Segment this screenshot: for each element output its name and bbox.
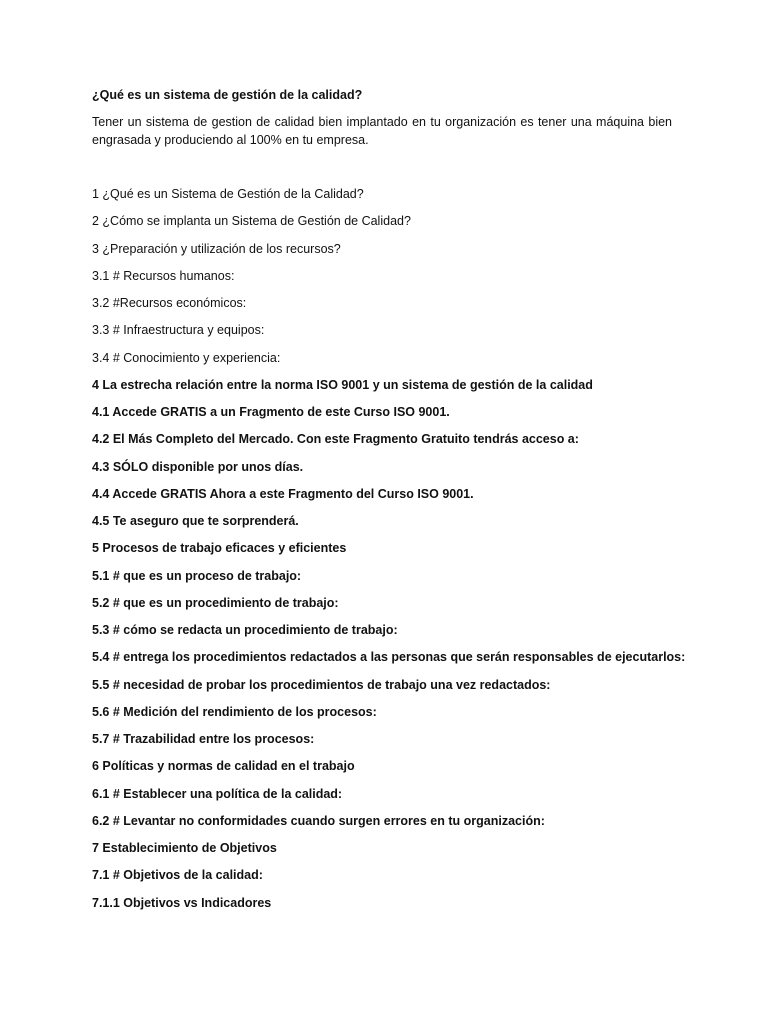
document-title: ¿Qué es un sistema de gestión de la calidad? — [92, 88, 363, 102]
table-of-contents — [92, 185, 692, 921]
toc-item: 4.1 Accede GRATIS a un Fragmento de este Curso ISO 9001. — [92, 405, 450, 419]
toc-item: 3.4 # Conocimiento y experiencia: — [92, 350, 281, 365]
toc-item: 5.5 # necesidad de probar los procedimientos de trabajo una vez redactados: — [92, 677, 551, 692]
toc-item: 3 ¿Preparación y utilización de los recursos? — [92, 241, 341, 256]
toc-item: 7 Establecimiento de Objetivos — [92, 841, 277, 855]
toc-item: 5.2 # que es un procedimiento de trabajo: — [92, 595, 339, 610]
toc-item: 6 Políticas y normas de calidad en el trabajo — [92, 759, 355, 774]
toc-item: 6.1 # Establecer una política de la calidad: — [92, 786, 343, 801]
toc-item: 7.1.1 Objetivos vs Indicadores — [92, 895, 272, 910]
toc-item: 7.1 # Objetivos de la calidad: — [92, 868, 263, 883]
toc-item: 5.3 # cómo se redacta un procedimiento de trabajo: — [92, 623, 398, 637]
toc-item: 4.5 Te aseguro que te sorprenderá. — [92, 514, 299, 528]
toc-item: 5.6 # Medición del rendimiento de los procesos: — [92, 704, 377, 719]
toc-item: 5.4 # entrega los procedimientos redactados a las personas que serán responsables de ejecutarlos: — [92, 650, 686, 665]
toc-item: 2 ¿Cómo se implanta un Sistema de Gestión de Calidad? — [92, 214, 411, 229]
toc-item: 5 Procesos de trabajo eficaces y eficientes — [92, 541, 347, 556]
toc-item: 1 ¿Qué es un Sistema de Gestión de la Calidad? — [92, 187, 364, 201]
toc-item: 3.2 #Recursos económicos: — [92, 296, 247, 310]
toc-item: 4 La estrecha relación entre la norma ISO 9001 y un sistema de gestión de la calidad — [92, 377, 593, 392]
toc-item: 6.2 # Levantar no conformidades cuando surgen errores en tu organización: — [92, 813, 545, 828]
toc-item: 4.2 El Más Completo del Mercado. Con este Fragmento Gratuito tendrás acceso a: — [92, 432, 579, 447]
toc-item: 3.3 # Infraestructura y equipos: — [92, 323, 265, 338]
toc-item: 4.3 SÓLO disponible por unos días. — [92, 459, 304, 474]
document-header — [92, 86, 672, 149]
toc-item: 3.1 # Recursos humanos: — [92, 268, 235, 283]
toc-item: 5.7 # Trazabilidad entre los procesos: — [92, 732, 315, 746]
intro-paragraph: Tener un sistema de gestion de calidad bien implantado en tu organización es tener una máquina bien engrasada y produciendo al 100% en tu empresa. — [92, 115, 672, 147]
toc-item: 5.1 # que es un proceso de trabajo: — [92, 568, 302, 583]
toc-item: 4.4 Accede GRATIS Ahora a este Fragmento del Curso ISO 9001. — [92, 486, 474, 501]
